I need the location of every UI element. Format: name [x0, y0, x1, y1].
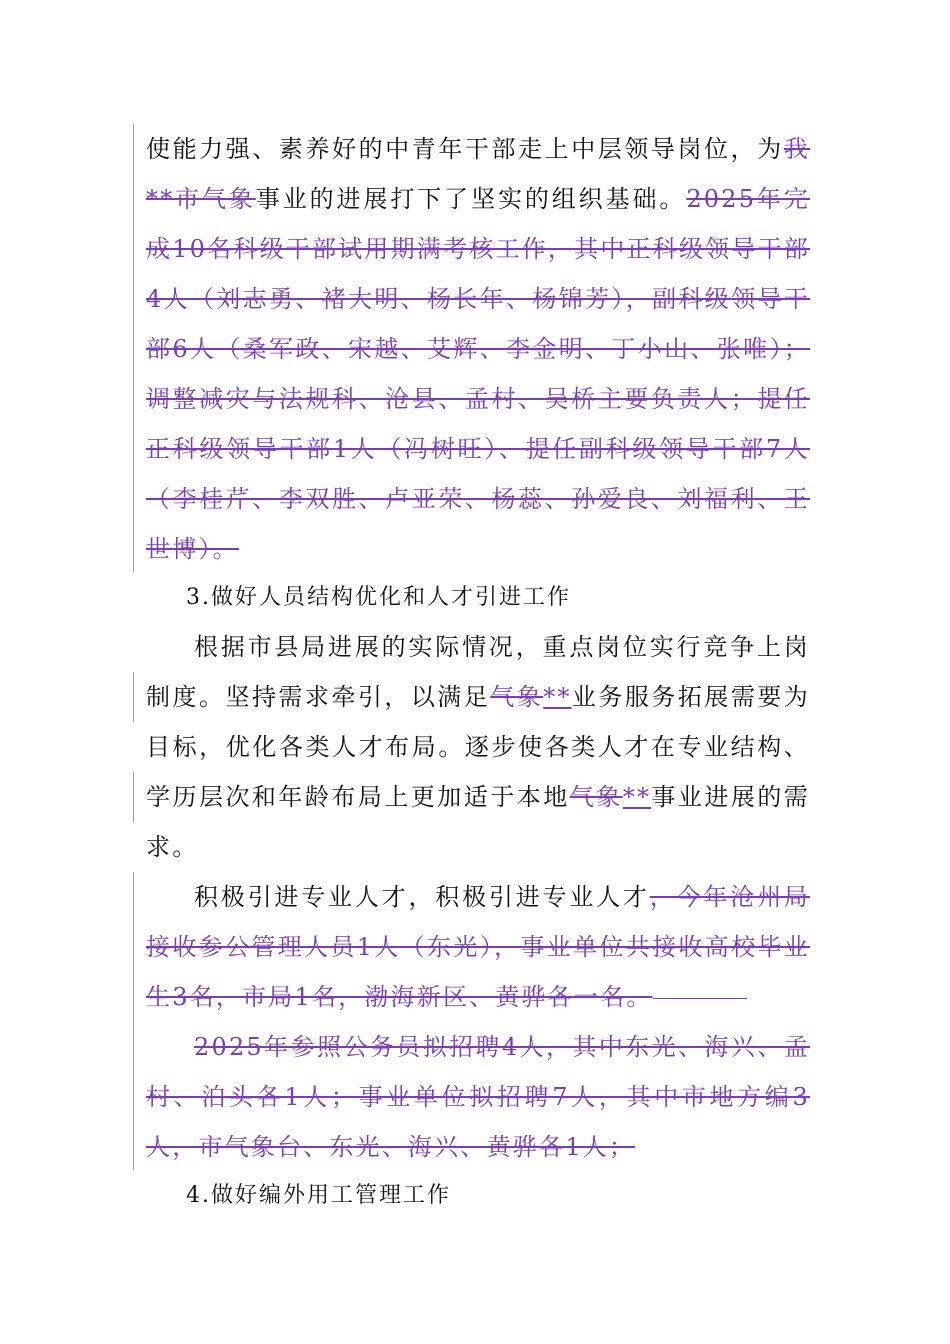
- inserted-text: **: [543, 683, 572, 711]
- inserted-text: **: [622, 783, 652, 811]
- paragraph-text: 积极引进专业人才，积极引进专业人才: [194, 883, 650, 911]
- change-bar: [133, 124, 134, 572]
- deleted-text: 气象: [569, 783, 623, 811]
- section-heading: 4.做好编外用工管理工作: [186, 1183, 451, 1208]
- paragraph-structure-optimization: [146, 622, 810, 872]
- change-bar: [133, 672, 134, 722]
- section-heading: 3.做好人员结构优化和人才引进工作: [186, 585, 571, 610]
- deleted-text: 我*: [146, 135, 810, 213]
- deleted-text: 2025年完成10名科级干部试用期满考核工作，其中正科级领导干部4人（刘志勇、褚大明、杨长年、杨锦芳），副科级领导干部6人（桑军政、宋越、艾辉、李金明、丁小山、张唯）；调整减灾与法规科、沧县、孟村、吴桥主要负责人；提任正科级领导干部1人（冯树旺）、提任副科级领导干部7人（李桂芹、李双胜、卢亚荣、杨蕊、孙爱良、刘福利、王世博）。: [146, 185, 810, 563]
- deleted-text: 2025年参照公务员拟招聘4人，其中东光、海兴、孟村、泊头各1人；事业单位拟招聘7人，其中市地方编3人，市气象台、东光、海兴、黄骅各1人；: [146, 1033, 810, 1161]
- paragraph-text: 根据市县局进展的实际情况，重点岗位实行竞争上岗制度。坚持需求牵引，以满足: [146, 633, 810, 711]
- deleted-text: 气象: [490, 683, 544, 711]
- paragraph-text: 事业的进展打下了坚实的组织基础。: [255, 185, 687, 213]
- paragraph-talent-recruitment: [146, 872, 810, 1022]
- change-bar: [133, 872, 134, 1170]
- paragraph-text: 业务服务拓展需要为目标，优化各类人才布局。逐步使各类人才在专业结构、学历层次和年龄布局上更加适于本地: [146, 683, 810, 811]
- deleted-text: ，今年沧州局接收参公管理人员1人（东光），事业单位共接收高校毕业生3名，市局1名，渤海新区、黄骅各一名。: [146, 883, 810, 1011]
- paragraph-text: 使能力强、素养好的中青年干部走上中层领导岗位，为: [146, 135, 784, 163]
- deleted-text: *市气象: [160, 185, 256, 213]
- paragraph-cadre-appointments: [146, 124, 810, 574]
- paragraph-text: 事业进展的需求。: [146, 783, 811, 861]
- deletion-tail-line: [653, 998, 747, 999]
- paragraph-recruitment-plan: [146, 1022, 810, 1172]
- change-bar: [133, 772, 134, 822]
